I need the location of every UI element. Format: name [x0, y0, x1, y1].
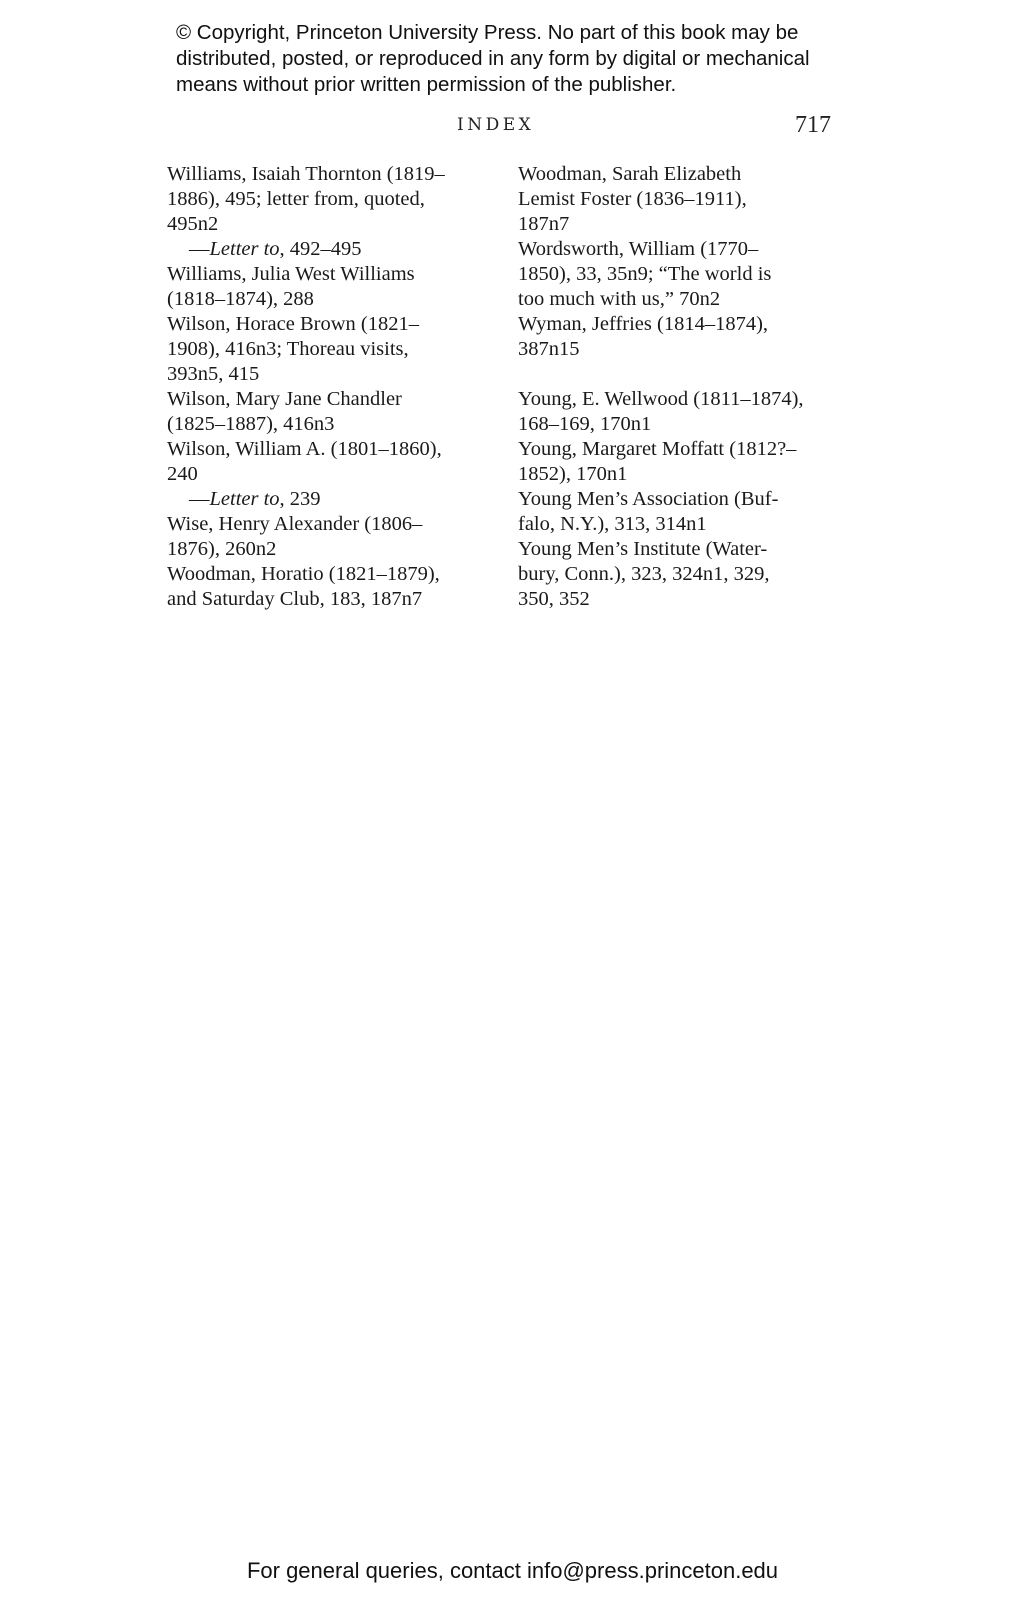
- index-entry: [518, 162, 848, 237]
- index-entry-line: 240: [167, 463, 198, 485]
- index-entry: [518, 237, 848, 312]
- index-subentry: [167, 487, 497, 512]
- index-entry-line: and Saturday Club, 183, 187n7: [167, 588, 423, 610]
- index-entry-line: 350, 352: [518, 588, 590, 610]
- index-entry-line: (1825–1887), 416n3: [167, 413, 335, 435]
- index-column-left: [167, 162, 497, 612]
- index-entry-line: (1818–1874), 288: [167, 288, 314, 310]
- index-entry-line: Woodman, Sarah Elizabeth: [518, 163, 742, 185]
- copyright-line: distributed, posted, or reproduced in any form by digital or mechanical: [176, 47, 810, 70]
- index-entry-line: 1908), 416n3; Thoreau visits,: [167, 338, 409, 360]
- index-subentry: [167, 237, 497, 262]
- index-entry: [167, 162, 497, 237]
- index-entry-line: Wilson, William A. (1801–1860),: [167, 438, 442, 460]
- index-entry-line: 495n2: [167, 213, 219, 235]
- index-entry-line: Young Men’s Association (Buf-: [518, 488, 779, 510]
- index-entry-line: Wilson, Horace Brown (1821–: [167, 313, 419, 335]
- index-entry-line: Young Men’s Institute (Water-: [518, 538, 768, 560]
- index-entry-line: Wyman, Jeffries (1814–1874),: [518, 313, 769, 335]
- index-entry: [167, 437, 497, 487]
- index-entry-line: Woodman, Horatio (1821–1879),: [167, 563, 440, 585]
- copyright-line: means without prior written permission of the publisher.: [176, 73, 677, 96]
- index-entry-line: Williams, Julia West Williams: [167, 263, 415, 285]
- footer-text: For general queries, contact info@press.princeton.edu: [246, 1558, 779, 1583]
- subentry-label: Letter to: [209, 238, 280, 260]
- index-entry-line: Young, Margaret Moffatt (1812?–: [518, 438, 797, 460]
- index-entry: [518, 312, 848, 362]
- index-entry-line: Lemist Foster (1836–1911),: [518, 188, 747, 210]
- index-entry-line: bury, Conn.), 323, 324n1, 329,: [518, 563, 770, 585]
- index-entry-line: Wise, Henry Alexander (1806–: [167, 513, 423, 535]
- index-column-right: [518, 162, 848, 612]
- index-entry-line: 387n15: [518, 338, 580, 360]
- copyright-line: © Copyright, Princeton University Press. No part of this book may be: [176, 21, 799, 44]
- index-entry-line: 168–169, 170n1: [518, 413, 652, 435]
- subentry-pages: , 492–495: [279, 238, 362, 260]
- subentry-pages: , 239: [279, 488, 321, 510]
- index-entry: [167, 312, 497, 387]
- subentry-label: Letter to: [209, 488, 280, 510]
- index-entry-line: Wilson, Mary Jane Chandler: [167, 388, 402, 410]
- index-entry: [518, 487, 848, 537]
- copyright-notice: [176, 20, 876, 98]
- index-entry-line: 1850), 33, 35n9; “The world is: [518, 263, 772, 285]
- subentry-dash: —: [189, 488, 210, 510]
- index-entry: [518, 387, 848, 437]
- index-entry-line: 1852), 170n1: [518, 463, 628, 485]
- index-entry-line: Williams, Isaiah Thornton (1819–: [167, 163, 445, 185]
- index-entry-line: 1886), 495; letter from, quoted,: [167, 188, 425, 210]
- index-entry: [518, 537, 848, 612]
- index-entry-line: Young, E. Wellwood (1811–1874),: [518, 388, 804, 410]
- index-entry: [518, 437, 848, 487]
- index-entry: [167, 387, 497, 437]
- index-entry-line: 187n7: [518, 213, 570, 235]
- subentry-dash: —: [189, 238, 210, 260]
- index-entry: [167, 262, 497, 312]
- index-entry: [167, 562, 497, 612]
- page-number: 717: [795, 112, 831, 138]
- index-entry-line: 1876), 260n2: [167, 538, 277, 560]
- footer-contact: [0, 1558, 1025, 1584]
- index-entry-line: 393n5, 415: [167, 363, 260, 385]
- index-entry-line: Wordsworth, William (1770–: [518, 238, 759, 260]
- running-title: INDEX: [457, 115, 535, 135]
- letter-group-gap: [518, 362, 848, 387]
- running-head: [0, 112, 1025, 142]
- index-entry: [167, 512, 497, 562]
- index-entry-line: too much with us,” 70n2: [518, 288, 721, 310]
- index-entry-line: falo, N.Y.), 313, 314n1: [518, 513, 707, 535]
